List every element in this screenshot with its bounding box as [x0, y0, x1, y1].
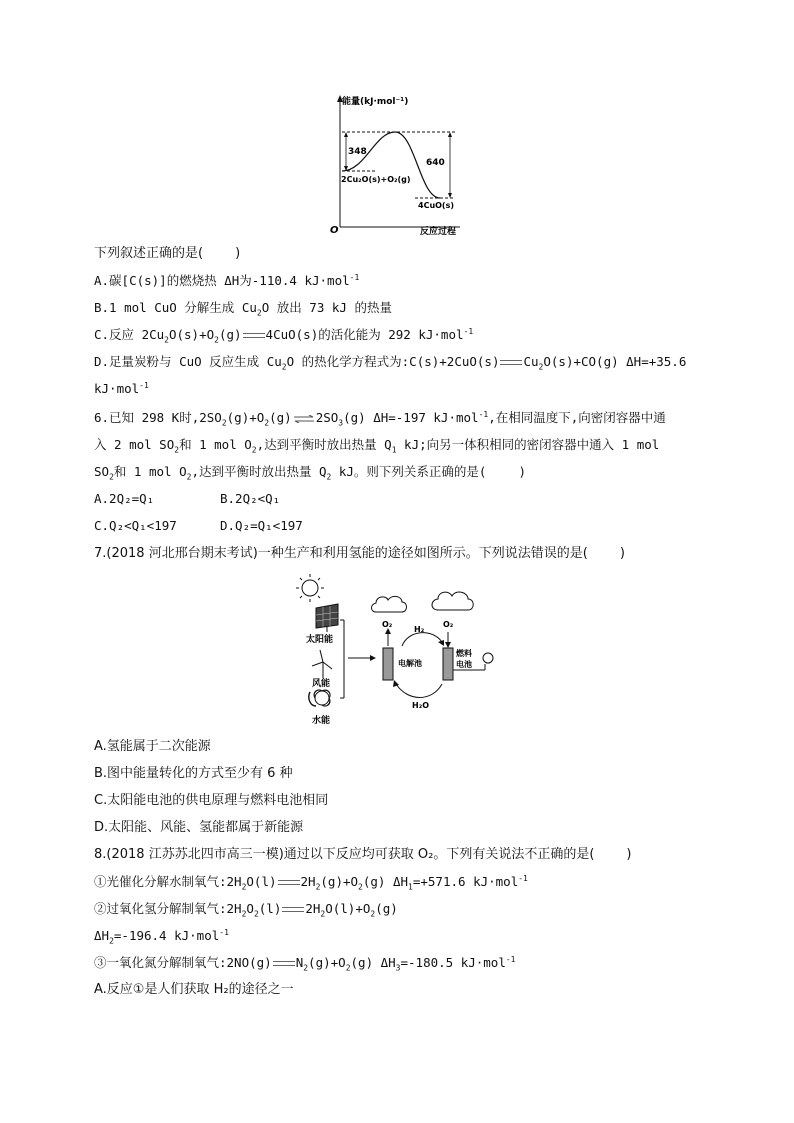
q7-option-b[interactable]: B.图中能量转化的方式至少有 6 种 [94, 766, 293, 781]
q5-option-c[interactable]: C.反应 $2Cu_2O(s)+O_2(g)$ 4CuO(s)的活化能为 292 kJ·mol$^{-1}$ [94, 326, 474, 345]
h2o-label: H₂O [412, 701, 429, 710]
q5-stem: 下列叙述正确的是( ) [94, 246, 241, 261]
q8-stem: 8.(2018 江苏苏北四市高三一模)通过以下反应均可获取 O₂。下列有关说法不正确的是( ) [94, 847, 632, 862]
solar-label: 太阳能 [306, 635, 334, 645]
q8-reaction-3: ③一氧化氮分解制氧气:2NO(g) $N_2(g)+O_2(g)$ $\Delta H_3=-180.5$ kJ·mol$^{-1}$ [94, 954, 516, 973]
q6-option-a[interactable]: A.2Q₂=Q₁ [94, 491, 155, 506]
q6-option-d[interactable]: D.Q₂=Q₁<197 [220, 518, 303, 533]
q5-option-b[interactable]: B.1 mol CuO 分解生成 $Cu_2O$ 放出 73 kJ 的热量 [94, 300, 392, 318]
electrolysis-electrode-left [383, 648, 393, 680]
electrolysis-label: 电解池 [398, 659, 422, 668]
equals-sign-icon [243, 333, 265, 338]
q6-line2: 入 2 mol $SO_2$和 1 mol $O_2$,达到平衡时放出热量 $Q_1$ kJ;向另一体积相同的密闭容器中通入 1 mol [94, 437, 660, 455]
q6-line1: 6.已知 298 K时$,2SO_2(g)+O_2(g)$ $2SO_3(g)$ ΔH=-197 kJ·mol$^{-1}$,在相同温度下,向密闭容器中通 [94, 409, 666, 428]
cloud-icon [372, 596, 407, 612]
light-bulb-icon [483, 653, 493, 663]
q8-reaction-2: ②过氧化氢分解制氧气$:2H_2O_2(l)$ $2H_2O(l)+O_2(g)$ [94, 901, 398, 919]
product-label: 4CuO(s) [418, 201, 455, 210]
o2-left-label: O₂ [382, 620, 393, 629]
sun-icon [296, 574, 324, 602]
q7-option-d[interactable]: D.太阳能、风能、氢能都属于新能源 [94, 820, 304, 835]
water-label: 水能 [312, 716, 331, 726]
q8-option-a[interactable]: A.反应①是人们获取 H₂的途径之一 [94, 982, 294, 997]
reversible-arrow-icon [293, 415, 315, 423]
reactant-label: 2Cu₂O(s)+O₂(g) [341, 175, 411, 184]
fuel-label-2: 电池 [456, 660, 472, 669]
q6-option-c[interactable]: C.Q₂<Q₁<197 [94, 518, 177, 533]
process-axis-label: 反应过程 [420, 227, 457, 237]
fuel-cell-electrode [443, 648, 453, 680]
h2-label: H₂ [414, 625, 425, 634]
equals-sign-icon [282, 907, 304, 912]
q6-line3: $SO_2$和 1 mol $O_2$,达到平衡时放出热量 $Q_2$ kJ。则下列关系正确的是( ) [94, 464, 526, 482]
q7-stem: 7.(2018 河北邢台期末考试)一种生产和利用氢能的途径如图所示。下列说法错误的是( ) [94, 546, 625, 561]
energy-diagram [320, 92, 470, 237]
q8-reaction-2-dh: $\Delta H_2=-196.4$ kJ·mol$^{-1}$ [94, 927, 229, 946]
q7-option-a[interactable]: A.氢能属于二次能源 [94, 739, 211, 754]
o2-right-label: O₂ [443, 620, 454, 629]
cloud-icon [432, 592, 473, 610]
energy-axis-label: 能量(kJ·mol⁻¹) [342, 97, 409, 107]
equals-sign-icon [278, 880, 300, 885]
value-348: 348 [348, 147, 367, 157]
fuel-label-1: 燃料 [456, 649, 472, 658]
wind-turbine-icon [312, 650, 332, 678]
q6-option-b[interactable]: B.2Q₂<Q₁ [220, 491, 281, 506]
wind-label: 风能 [312, 679, 331, 689]
solar-panel-icon [316, 604, 338, 632]
q5-option-d[interactable]: D.足量炭粉与 CuO 反应生成 $Cu_2O$ 的热化学方程式为:C(s)+2CuO(s) $Cu_2O(s)+CO(g)$ ΔH=+35.6 [94, 354, 687, 372]
q8-reaction-1: ①光催化分解水制氧气$:2H_2O(l)$ $2H_2(g)+O_2(g)$ $\Delta H_1=+571.6$ kJ·mol$^{-1}$ [94, 873, 528, 892]
water-wheel-icon [309, 690, 330, 706]
q5-option-d-cont: kJ·mol$^{-1}$ [94, 380, 149, 396]
equals-sign-icon [273, 961, 295, 966]
hydrogen-energy-diagram [290, 570, 510, 730]
value-640: 640 [426, 158, 445, 168]
q7-option-c[interactable]: C.太阳能电池的供电原理与燃料电池相同 [94, 793, 329, 808]
q5-option-a[interactable]: A.碳[C(s)]的燃烧热 ΔH为-110.4 kJ·mol$^{-1}$ [94, 272, 360, 288]
equals-sign-icon [500, 360, 522, 365]
origin-label: O [330, 225, 339, 236]
